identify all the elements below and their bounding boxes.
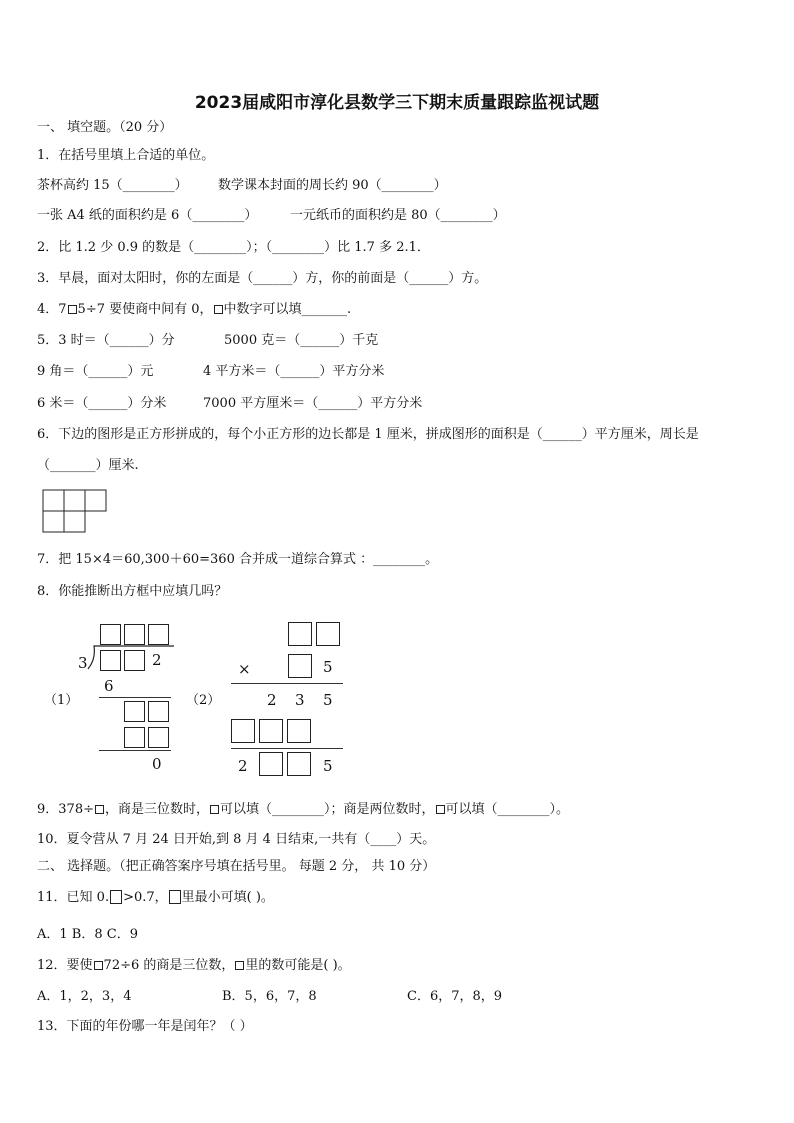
question-11-b: >0.7， xyxy=(123,890,168,905)
question-12-c: 里的数可能是( )。 xyxy=(245,958,351,973)
question-3: 3．早晨，面对太阳时，你的左面是（______）方，你的前面是（______）方。 xyxy=(37,271,488,286)
question-5-c: 9 角＝（______）元 xyxy=(37,364,154,379)
question-11-a: 11．已知 0. xyxy=(37,890,110,905)
division-line xyxy=(99,697,171,698)
grid-square xyxy=(64,511,85,532)
result-first-digit: 2 xyxy=(238,757,248,775)
question-6-line-1: 6．下边的图形是正方形拼成的，每个小正方形的边长都是 1 厘米，拼成图形的面积是（______）平方厘米，周长是 xyxy=(37,427,699,442)
question-11-c: 里最小可填( )。 xyxy=(181,890,274,905)
partial-product-box xyxy=(231,719,255,743)
question-5-d: 4 平方米＝（______）平方分米 xyxy=(203,364,385,379)
question-12-a: 12．要使 xyxy=(37,958,93,973)
question-1: 1．在括号里填上合适的单位。 xyxy=(37,148,215,163)
question-10: 10．夏令营从 7 月 24 日开始,到 8 月 4 日结束,一共有（____）天。 xyxy=(37,832,436,847)
question-4-suffix: 5÷7 要使商中间有 0， xyxy=(77,302,213,317)
question-1-d: 一元纸币的面积约是 80（________） xyxy=(290,208,506,223)
question-9-mid2: 可以填（________）；商是两位数时， xyxy=(220,802,435,817)
divisor: 3 xyxy=(78,654,88,672)
blank-box-icon xyxy=(95,805,104,814)
question-9-prefix: 9．378÷ xyxy=(37,802,94,817)
question-9-mid: ，商是三位数时， xyxy=(104,802,209,817)
question-9-end: 可以填（________）。 xyxy=(445,802,570,817)
partial-product-digit: 3 xyxy=(295,691,305,709)
quotient-box xyxy=(148,624,169,645)
result-box xyxy=(259,752,283,776)
blank-box-icon xyxy=(210,805,219,814)
quotient-box xyxy=(124,624,145,645)
grid-square xyxy=(43,490,64,511)
question-11 xyxy=(37,890,274,906)
first-product-digit: 6 xyxy=(104,677,114,695)
question-5-f: 7000 平方厘米＝（______）平方分米 xyxy=(203,396,423,411)
partial-product-digit: 5 xyxy=(323,691,333,709)
product-box xyxy=(148,727,169,748)
question-8-label-2: （2） xyxy=(186,693,221,708)
question-12-b: 72÷6 的商是三位数， xyxy=(103,958,235,973)
question-8: 8．你能推断出方框中应填几吗？ xyxy=(37,584,228,599)
section-choice-header: 二、 选择题。（把正确答案序号填在括号里。 每题 2 分， 共 10 分） xyxy=(37,859,436,874)
question-7: 7．把 15×4＝60,300＋60=360 合并成一道综合算式 ：________。 xyxy=(37,552,439,567)
dividend-last-digit: 2 xyxy=(152,651,162,669)
blank-box-icon xyxy=(235,961,244,970)
product-box xyxy=(124,727,145,748)
times-sign: × xyxy=(238,660,251,678)
grid-square xyxy=(43,511,64,532)
division-line xyxy=(99,750,171,751)
question-1-a: 茶杯高约 15（________） xyxy=(37,178,188,193)
question-5-b: 5000 克＝（______）千克 xyxy=(224,333,379,348)
page-title: 2023届咸阳市淳化县数学三下期末质量跟踪监视试题 xyxy=(194,93,600,113)
remainder-box xyxy=(148,701,169,722)
question-9 xyxy=(37,802,569,818)
question-12-option-c: C．6，7，8，9 xyxy=(407,989,503,1004)
question-4 xyxy=(37,302,351,318)
question-11-options: A．1 B．8 C．9 xyxy=(37,927,138,942)
multiplicand-box xyxy=(288,622,312,646)
blank-box-icon xyxy=(68,305,77,314)
blank-box-icon xyxy=(436,805,445,814)
question-5-a: 5．3 时＝（______）分 xyxy=(37,333,175,348)
blank-box-icon xyxy=(214,305,223,314)
result-last-digit: 5 xyxy=(323,757,333,775)
partial-product-box xyxy=(259,719,283,743)
question-8-label-1: （1） xyxy=(44,693,79,708)
partial-product-box xyxy=(287,719,311,743)
result-box xyxy=(287,752,311,776)
grid-square xyxy=(85,490,106,511)
section-fill-in-header: 一、 填空题。（20 分） xyxy=(37,120,173,135)
multiplier-digit: 5 xyxy=(323,658,333,676)
partial-product-digit: 2 xyxy=(267,691,277,709)
final-remainder: 0 xyxy=(152,755,162,773)
question-6-line-2: （_______）厘米. xyxy=(37,458,139,473)
grid-square xyxy=(64,490,85,511)
question-2: 2．比 1.2 少 0.9 的数是（________）；（________）比 1.7 多 2.1． xyxy=(37,240,430,255)
blank-box-icon xyxy=(94,961,103,970)
question-12-option-b: B．5，6，7，8 xyxy=(222,989,317,1004)
blank-box-icon xyxy=(110,890,122,904)
question-13: 13．下面的年份哪一年是闰年？（ ） xyxy=(37,1019,253,1034)
remainder-box xyxy=(124,701,145,722)
question-4-end: 中数字可以填_______. xyxy=(223,302,352,317)
dividend-box xyxy=(124,650,145,671)
multiplier-box xyxy=(288,654,312,678)
question-1-b: 数学课本封面的周长约 90（________） xyxy=(218,178,447,193)
dividend-box xyxy=(100,650,121,671)
question-4-prefix: 4．7 xyxy=(37,302,67,317)
question-5-e: 6 米＝（______）分米 xyxy=(37,396,167,411)
question-12 xyxy=(37,958,351,974)
question-1-c: 一张 A4 纸的面积约是 6（________） xyxy=(37,208,258,223)
multiplication-line xyxy=(231,683,343,684)
blank-box-icon xyxy=(169,890,181,904)
square-figure xyxy=(42,489,108,535)
quotient-box xyxy=(100,624,121,645)
multiplicand-box xyxy=(316,622,340,646)
multiplication-line xyxy=(231,748,343,749)
question-12-option-a: A．1，2，3，4 xyxy=(37,989,132,1004)
